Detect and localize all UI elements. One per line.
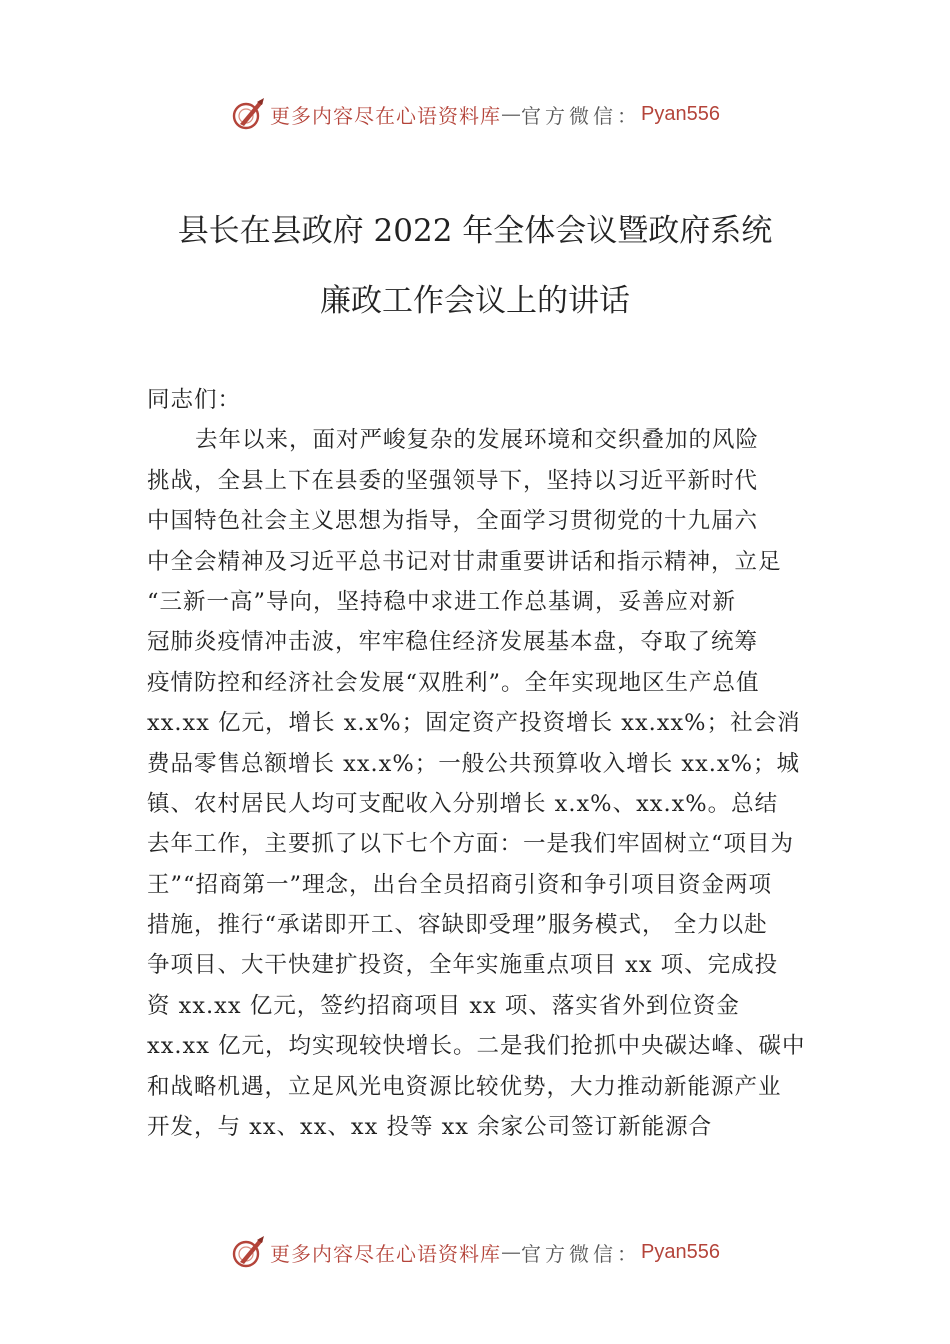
banner-wechat-id: Pyan556: [641, 102, 720, 125]
body-line: “三新一高”导向，坚持稳中求进工作总基调，妥善应对新: [147, 588, 737, 615]
body-line: 费品零售总额增长 xx.x%；一般公共预算收入增长 xx.x%；城: [147, 750, 801, 777]
document-title-line1: 县长在县政府 2022 年全体会议暨政府系统: [177, 213, 773, 249]
body-line: 措施，推行“承诺即开工、容缺即受理”服务模式， 全力以赴: [147, 912, 768, 939]
banner-text: 更多内容尽在心语资料库: [270, 103, 502, 128]
body-line: 开发，与 xx、xx、xx 投等 xx 余家公司签订新能源合: [147, 1114, 713, 1141]
footer-watermark-banner: [0, 1232, 950, 1272]
body-line: xx.xx 亿元，增长 x.x%；固定资产投资增长 xx.xx%；社会消: [147, 710, 801, 737]
body-line: 中国特色社会主义思想为指导，全面学习贯彻党的十九届六: [147, 508, 759, 535]
body-line: 镇、农村居民人均可支配收入分别增长 x.x%、xx.x%。总结: [147, 790, 779, 817]
banner-dash: —: [501, 102, 522, 126]
body-line: 争项目、大干快建扩投资，全年实施重点项目 xx 项、完成投: [147, 952, 779, 979]
quill-pen-logo-icon: [230, 1234, 266, 1270]
header-watermark-banner: [0, 94, 950, 134]
body-line: 疫情防控和经济社会发展“双胜利”。全年实现地区生产总值: [147, 669, 760, 696]
document-body: [147, 380, 827, 1147]
banner-wechat-label: 官方微信：: [521, 1241, 642, 1266]
body-line: 中全会精神及习近平总书记对甘肃重要讲话和指示精神，立足: [147, 548, 782, 575]
banner-dash: —: [501, 1240, 522, 1264]
body-line: 去年以来，面对严峻复杂的发展环境和交织叠加的风险: [195, 427, 760, 454]
banner-wechat-id: Pyan556: [641, 1240, 720, 1263]
banner-text: 更多内容尽在心语资料库: [270, 1241, 502, 1266]
quill-pen-logo-icon: [230, 96, 266, 132]
body-line: 去年工作，主要抓了以下七个方面：一是我们牢固树立“项目为: [147, 831, 795, 858]
body-line: 冠肺炎疫情冲击波，牢牢稳住经济发展基本盘，夺取了统筹: [147, 629, 759, 656]
body-line: 挑战，全县上下在县委的坚强领导下，坚持以习近平新时代: [147, 467, 759, 494]
body-line: 资 xx.xx 亿元，签约招商项目 xx 项、落实省外到位资金: [147, 992, 740, 1019]
banner-wechat-label: 官方微信：: [521, 103, 642, 128]
salutation: 同志们：: [147, 387, 242, 413]
body-line: 王”“招商第一”理念，出台全员招商引资和争引项目资金两项: [147, 871, 773, 898]
document-title-line2: 廉政工作会议上的讲话: [320, 283, 630, 319]
body-line: 和战略机遇，立足风光电资源比较优势，大力推动新能源产业: [147, 1073, 782, 1100]
body-line: xx.xx 亿元，均实现较快增长。二是我们抢抓中央碳达峰、碳中: [147, 1033, 806, 1060]
